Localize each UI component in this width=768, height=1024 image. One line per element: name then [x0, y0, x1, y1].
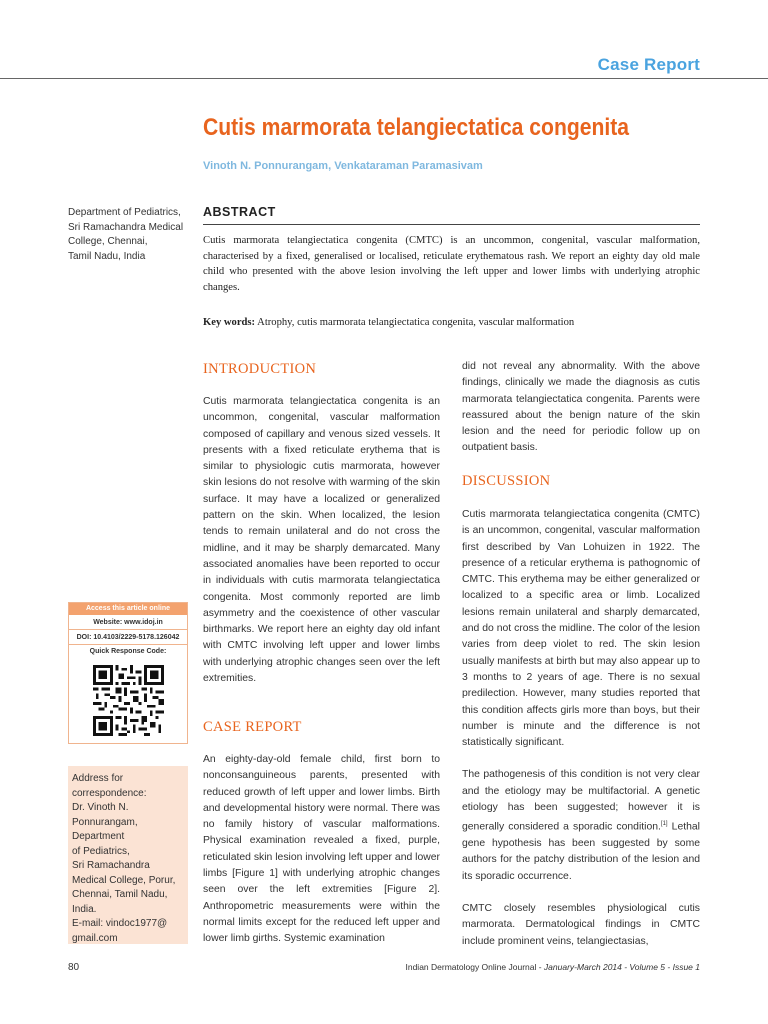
qr-code-icon[interactable] — [93, 665, 164, 736]
correspondence-email[interactable]: gmail.com — [72, 932, 118, 944]
introduction-heading: INTRODUCTION — [203, 361, 317, 377]
website-link[interactable]: Website: www.idoj.in — [69, 615, 187, 630]
affiliation-line: Sri Ramachandra Medical — [68, 221, 184, 233]
correspondence-line: Medical College, Porur, — [72, 874, 176, 886]
discussion-heading: DISCUSSION — [462, 473, 551, 489]
right-column — [462, 359, 700, 473]
affiliation-line: College, Chennai, — [68, 236, 148, 247]
discussion-column — [462, 507, 700, 966]
case-report-paragraph: An eighty-day-old female child, first born to nonconsanguineous parents, presented with reduced growth of left upper and lower limbs. Birth and developmental history were normal. There was no family history of vascular malformations. Physical examination revealed a fixed, purple, reticulated skin lesion involving left upper and lower limbs [Figure 1] with underlying atrophic changes seen over the left extremities [Figure 2]. Anthropometric measurements were within the normal limits except for the reduced left upper and lower limb girths. Systemic examination — [203, 754, 440, 945]
article-title: Cutis marmorata telangiectatica congenita — [203, 114, 630, 141]
left-column — [203, 394, 440, 703]
discussion-paragraph: Cutis marmorata telangiectatica congenita (CMTC) is an uncommon, congenital, vascular malformation first described by Van Lohuizen in 1922. The presence of a reticular erythema is pathognomic of CMTC. This erythema may be either generalized or localized to a specific area or limb. Localized lesions remain unilateral and sharply demarcated, and do not cross the midline. The color of the lesion varies from deep violet to red. The skin lesion usually manifests at birth but may also appear up to 3 months to 2 years of age. There is no sexual predilection. However, many studies reported that this condition affects girls more than boys, but their number is minute and the difference is not statistically significant. — [462, 509, 700, 749]
access-article-box — [68, 602, 188, 744]
citation-ref[interactable]: [1] — [660, 821, 668, 828]
keywords — [203, 317, 700, 328]
keywords-label: Key words: — [203, 317, 256, 328]
qr-label: Quick Response Code: — [89, 648, 167, 655]
abstract-text: Cutis marmorata telangiectatica congenita (CMTC) is an uncommon, congenital, vascular malformation, characterised by a fixed, generalised or localised, reticulate erythematous rash. We report an eighty day old male child who presented with the above lesion involving the left upper and lower limbs with underlying atrophic changes. — [203, 235, 700, 293]
abstract-divider — [203, 224, 700, 225]
journal-issue: January-March 2014 - Volume 5 - Issue 1 — [543, 962, 700, 972]
correspondence-line: of Pediatrics, — [72, 845, 130, 857]
case-report-label: Case Report — [597, 55, 700, 74]
introduction-paragraph: Cutis marmorata telangiectatica congenita is an uncommon, congenital, vascular malformation composed of capillary and venous sized vessels. It presents with a fixed reticulate erythema that is similar to physiologic cutis marmorata, however skin lesions do not resolve with warming of the skin surface. It may have a localized or generalized pattern on the skin. When localized, the lesion tends to remain unilateral and do not cross the midline, and it may be sharply demarcated. Many associated anomalies have been reported to occur in individuals with cutis marmorata telangiectatica congenita. Most commonly reported are limb asymmetry and the coexistence of other vascular birthmarks. We report here an eighty day old infant with CMTC involving left upper and lower limbs with underlying atrophic changes seen over the left extremities. — [203, 396, 440, 685]
access-heading: Access this article online — [69, 603, 187, 615]
journal-name: Indian Dermatology Online Journal - — [405, 962, 544, 972]
discussion-paragraph: CMTC closely resembles physiological cutis marmorata. Dermatological findings in CMTC include prominent veins, telangiectasias, — [462, 903, 700, 947]
correspondence-box — [68, 766, 188, 944]
case-report-heading: CASE REPORT — [203, 719, 302, 735]
correspondence-line: Chennai, Tamil Nadu, — [72, 889, 168, 900]
discussion-text: The pathogenesis of this condition is not very clear and the etiology may be multifactorial. A genetic etiology has been suggested; however it is generally considered a sporadic condition. — [462, 769, 700, 833]
discussion-paragraph — [462, 767, 700, 885]
correspondence-email[interactable]: E-mail: vindoc1977@ — [72, 918, 168, 929]
correspondence-line: Sri Ramachandra — [72, 860, 150, 871]
correspondence-line: correspondence: — [72, 787, 147, 799]
keywords-text: Atrophy, cutis marmorata telangiectatica congenita, vascular malformation — [257, 317, 575, 328]
doi-link[interactable]: DOI: 10.4103/2229-5178.126042 — [69, 630, 187, 645]
correspondence-line: Department — [72, 831, 125, 842]
affiliation-line: Tamil Nadu, India — [68, 250, 146, 262]
case-report-continued: did not reveal any abnormality. With the above findings, clinically we made the diagnosis as cutis marmorata telangiectatica congenita. Parents were reassured about the benign nature of the skin lesion and the need for periodic follow up on outpatient basis. — [462, 361, 700, 454]
correspondence-line: India. — [72, 903, 97, 915]
case-report-column — [203, 752, 440, 964]
journal-footer — [405, 962, 700, 972]
page-number: 80 — [68, 962, 80, 973]
header-divider — [0, 78, 768, 79]
discussion-text: Lethal gene hypothesis has been suggested by some authors for the patchy distribution of the lesion and its sporadic occurrence. — [462, 821, 700, 882]
abstract-heading: ABSTRACT — [203, 205, 276, 219]
article-authors: Vinoth N. Ponnurangam, Venkataraman Paramasivam — [203, 160, 483, 172]
correspondence-line: Ponnurangam, — [72, 816, 138, 828]
correspondence-line: Address for — [72, 773, 124, 784]
author-affiliation — [68, 206, 193, 264]
correspondence-line: Dr. Vinoth N. — [72, 802, 129, 813]
affiliation-line: Department of Pediatrics, — [68, 207, 181, 218]
